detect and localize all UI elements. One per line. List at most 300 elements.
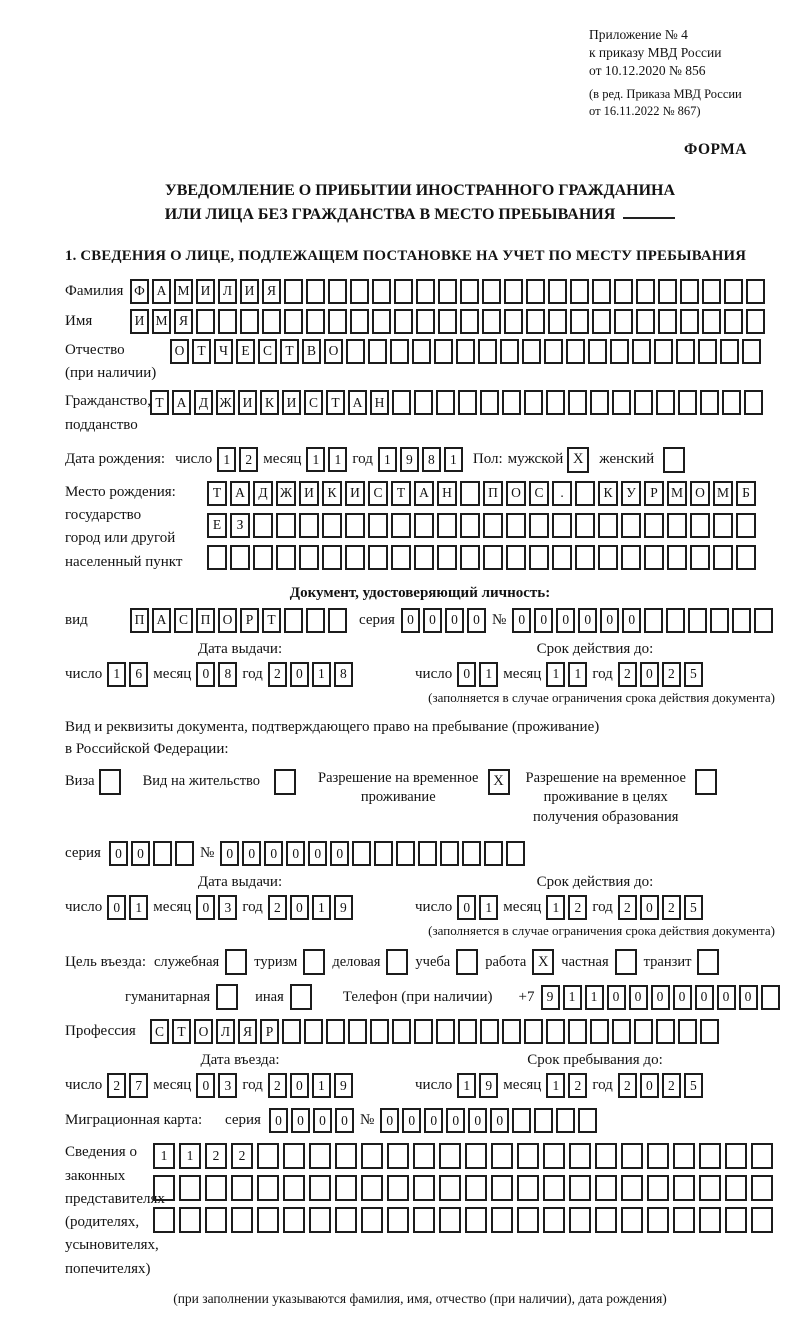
char-box[interactable]: 1 <box>546 1073 565 1098</box>
char-box[interactable] <box>391 545 411 570</box>
char-box[interactable]: А <box>172 390 191 415</box>
char-box[interactable]: 0 <box>651 985 670 1010</box>
char-box[interactable]: 3 <box>218 1073 237 1098</box>
char-box[interactable] <box>588 339 607 364</box>
char-box[interactable]: 1 <box>457 1073 476 1098</box>
char-box[interactable] <box>480 1019 499 1044</box>
char-box[interactable] <box>387 1207 409 1233</box>
char-box[interactable] <box>480 390 499 415</box>
char-box[interactable] <box>345 513 365 538</box>
char-box[interactable]: С <box>258 339 277 364</box>
char-box[interactable] <box>725 1207 747 1233</box>
char-box[interactable] <box>621 1143 643 1169</box>
char-box[interactable]: 0 <box>640 662 659 687</box>
char-box[interactable] <box>437 545 457 570</box>
char-box[interactable]: 2 <box>107 1073 126 1098</box>
char-box[interactable]: 1 <box>153 1143 175 1169</box>
char-box[interactable] <box>612 390 631 415</box>
char-box[interactable]: 0 <box>467 608 486 633</box>
char-box[interactable]: 2 <box>618 662 637 687</box>
char-box[interactable]: 2 <box>239 447 258 472</box>
char-box[interactable] <box>309 1175 331 1201</box>
char-box[interactable] <box>713 545 733 570</box>
char-box[interactable] <box>483 545 503 570</box>
char-box[interactable] <box>592 279 611 304</box>
char-box[interactable] <box>647 1175 669 1201</box>
char-box[interactable] <box>502 1019 521 1044</box>
char-box[interactable] <box>257 1143 279 1169</box>
char-box[interactable] <box>529 545 549 570</box>
char-box[interactable] <box>465 1207 487 1233</box>
char-box[interactable] <box>598 513 618 538</box>
char-box[interactable]: К <box>598 481 618 506</box>
char-box[interactable] <box>462 841 481 866</box>
char-box[interactable] <box>569 1207 591 1233</box>
char-box[interactable] <box>205 1207 227 1233</box>
char-box[interactable] <box>257 1207 279 1233</box>
char-box[interactable]: 2 <box>205 1143 227 1169</box>
char-box[interactable] <box>350 279 369 304</box>
char-box[interactable] <box>483 513 503 538</box>
char-box[interactable]: 2 <box>662 895 681 920</box>
char-box[interactable]: 1 <box>129 895 148 920</box>
char-box[interactable]: С <box>174 608 193 633</box>
char-box[interactable] <box>438 309 457 334</box>
char-box[interactable]: 0 <box>673 985 692 1010</box>
char-box[interactable] <box>751 1143 773 1169</box>
char-box[interactable]: 1 <box>444 447 463 472</box>
char-box[interactable] <box>504 309 523 334</box>
char-box[interactable] <box>391 513 411 538</box>
char-box[interactable]: Н <box>370 390 389 415</box>
char-box[interactable]: И <box>299 481 319 506</box>
char-box[interactable] <box>484 841 503 866</box>
char-box[interactable] <box>595 1143 617 1169</box>
char-box[interactable] <box>570 309 589 334</box>
char-box[interactable]: 2 <box>662 662 681 687</box>
char-box[interactable]: 1 <box>306 447 325 472</box>
char-box[interactable] <box>456 339 475 364</box>
char-box[interactable] <box>725 1175 747 1201</box>
char-box[interactable] <box>396 841 415 866</box>
char-box[interactable]: 9 <box>541 985 560 1010</box>
char-box[interactable]: 1 <box>568 662 587 687</box>
char-box[interactable]: 0 <box>290 1073 309 1098</box>
char-box[interactable] <box>282 1019 301 1044</box>
char-box[interactable] <box>370 1019 389 1044</box>
char-box[interactable] <box>634 390 653 415</box>
char-box[interactable] <box>368 339 387 364</box>
char-box[interactable] <box>392 390 411 415</box>
char-box[interactable]: У <box>621 481 641 506</box>
char-box[interactable] <box>465 1175 487 1201</box>
char-box[interactable] <box>595 1207 617 1233</box>
char-box[interactable] <box>534 1108 553 1133</box>
char-box[interactable]: Д <box>253 481 273 506</box>
char-box[interactable]: С <box>150 1019 169 1044</box>
char-box[interactable] <box>284 309 303 334</box>
char-box[interactable]: 0 <box>717 985 736 1010</box>
char-box[interactable] <box>698 339 717 364</box>
char-box[interactable]: 1 <box>328 447 347 472</box>
char-box[interactable]: 9 <box>334 1073 353 1098</box>
char-box[interactable]: 0 <box>457 895 476 920</box>
char-box[interactable] <box>240 309 259 334</box>
char-box[interactable]: П <box>130 608 149 633</box>
char-box[interactable] <box>590 390 609 415</box>
char-box[interactable]: 1 <box>378 447 397 472</box>
char-box[interactable] <box>205 1175 227 1201</box>
char-box[interactable]: Т <box>192 339 211 364</box>
char-box[interactable] <box>458 1019 477 1044</box>
char-box[interactable] <box>368 513 388 538</box>
char-box[interactable]: . <box>552 481 572 506</box>
char-box[interactable] <box>253 545 273 570</box>
char-box[interactable]: 0 <box>196 662 215 687</box>
char-box[interactable] <box>335 1143 357 1169</box>
char-box[interactable]: 5 <box>684 1073 703 1098</box>
char-box[interactable]: 3 <box>218 895 237 920</box>
char-box[interactable]: Л <box>216 1019 235 1044</box>
char-box[interactable] <box>276 513 296 538</box>
char-box[interactable] <box>644 608 663 633</box>
char-box[interactable]: З <box>230 513 250 538</box>
char-box[interactable]: 0 <box>401 608 420 633</box>
char-box[interactable] <box>546 390 565 415</box>
char-box[interactable] <box>387 1175 409 1201</box>
char-box[interactable]: 0 <box>640 1073 659 1098</box>
char-box[interactable] <box>414 1019 433 1044</box>
char-box[interactable] <box>153 1207 175 1233</box>
char-box[interactable] <box>253 513 273 538</box>
char-box[interactable]: 2 <box>268 895 287 920</box>
char-box[interactable]: 0 <box>107 895 126 920</box>
char-box[interactable]: 0 <box>290 895 309 920</box>
char-box[interactable] <box>517 1175 539 1201</box>
char-box[interactable] <box>502 390 521 415</box>
char-box[interactable] <box>392 1019 411 1044</box>
char-box[interactable] <box>566 339 585 364</box>
char-box[interactable] <box>680 279 699 304</box>
char-box[interactable]: Ч <box>214 339 233 364</box>
char-box[interactable] <box>437 513 457 538</box>
char-box[interactable] <box>517 1207 539 1233</box>
char-box[interactable] <box>276 545 296 570</box>
char-box[interactable]: О <box>218 608 237 633</box>
char-box[interactable] <box>207 545 227 570</box>
char-box[interactable]: О <box>506 481 526 506</box>
char-box[interactable] <box>460 309 479 334</box>
option-temp-residence-education-checkbox[interactable] <box>695 769 717 795</box>
char-box[interactable]: 0 <box>640 895 659 920</box>
char-box[interactable]: 1 <box>479 895 498 920</box>
char-box[interactable] <box>414 390 433 415</box>
char-box[interactable]: П <box>196 608 215 633</box>
char-box[interactable] <box>612 1019 631 1044</box>
char-box[interactable] <box>751 1207 773 1233</box>
char-box[interactable]: 1 <box>312 1073 331 1098</box>
char-box[interactable]: Т <box>150 390 169 415</box>
option-residence-permit-checkbox[interactable] <box>274 769 296 795</box>
char-box[interactable]: Ж <box>216 390 235 415</box>
char-box[interactable]: 1 <box>585 985 604 1010</box>
char-box[interactable] <box>676 339 695 364</box>
purpose-turizm-checkbox[interactable] <box>303 949 325 975</box>
char-box[interactable] <box>460 481 480 506</box>
char-box[interactable]: 0 <box>445 608 464 633</box>
char-box[interactable] <box>690 513 710 538</box>
char-box[interactable] <box>413 1207 435 1233</box>
char-box[interactable]: 0 <box>308 841 327 866</box>
char-box[interactable]: 5 <box>684 662 703 687</box>
char-box[interactable] <box>439 1207 461 1233</box>
char-box[interactable]: О <box>194 1019 213 1044</box>
char-box[interactable] <box>700 390 719 415</box>
char-box[interactable]: 2 <box>268 1073 287 1098</box>
char-box[interactable] <box>700 1019 719 1044</box>
char-box[interactable] <box>439 1175 461 1201</box>
char-box[interactable]: Т <box>280 339 299 364</box>
char-box[interactable] <box>350 309 369 334</box>
char-box[interactable] <box>522 339 541 364</box>
char-box[interactable] <box>361 1143 383 1169</box>
gender-female-checkbox[interactable] <box>663 447 685 473</box>
char-box[interactable] <box>390 339 409 364</box>
char-box[interactable]: С <box>368 481 388 506</box>
char-box[interactable] <box>524 1019 543 1044</box>
option-visa-checkbox[interactable] <box>99 769 121 795</box>
char-box[interactable]: 0 <box>534 608 553 633</box>
char-box[interactable] <box>440 841 459 866</box>
char-box[interactable]: 0 <box>286 841 305 866</box>
char-box[interactable]: А <box>152 279 171 304</box>
char-box[interactable]: 0 <box>629 985 648 1010</box>
char-box[interactable]: 0 <box>242 841 261 866</box>
char-box[interactable]: 2 <box>618 895 637 920</box>
char-box[interactable] <box>621 513 641 538</box>
char-box[interactable]: И <box>345 481 365 506</box>
char-box[interactable]: И <box>196 279 215 304</box>
char-box[interactable] <box>412 339 431 364</box>
char-box[interactable] <box>688 608 707 633</box>
char-box[interactable] <box>458 390 477 415</box>
char-box[interactable] <box>568 390 587 415</box>
char-box[interactable] <box>690 545 710 570</box>
char-box[interactable]: 0 <box>424 1108 443 1133</box>
char-box[interactable] <box>284 608 303 633</box>
char-box[interactable] <box>231 1175 253 1201</box>
char-box[interactable] <box>761 985 780 1010</box>
char-box[interactable]: К <box>260 390 279 415</box>
char-box[interactable]: 2 <box>618 1073 637 1098</box>
char-box[interactable] <box>742 339 761 364</box>
char-box[interactable] <box>361 1175 383 1201</box>
char-box[interactable] <box>720 339 739 364</box>
char-box[interactable] <box>644 513 664 538</box>
char-box[interactable] <box>621 1207 643 1233</box>
char-box[interactable] <box>374 841 393 866</box>
char-box[interactable] <box>702 279 721 304</box>
char-box[interactable]: О <box>324 339 343 364</box>
char-box[interactable]: 0 <box>220 841 239 866</box>
char-box[interactable] <box>414 545 434 570</box>
char-box[interactable] <box>713 513 733 538</box>
char-box[interactable] <box>621 1175 643 1201</box>
char-box[interactable]: 0 <box>131 841 150 866</box>
char-box[interactable] <box>372 309 391 334</box>
char-box[interactable] <box>309 1143 331 1169</box>
char-box[interactable]: 0 <box>109 841 128 866</box>
char-box[interactable]: Т <box>391 481 411 506</box>
char-box[interactable] <box>231 1207 253 1233</box>
char-box[interactable]: Ф <box>130 279 149 304</box>
char-box[interactable] <box>335 1207 357 1233</box>
char-box[interactable] <box>552 513 572 538</box>
char-box[interactable] <box>283 1143 305 1169</box>
char-box[interactable]: 2 <box>568 895 587 920</box>
char-box[interactable]: С <box>529 481 549 506</box>
char-box[interactable] <box>179 1175 201 1201</box>
char-box[interactable] <box>218 309 237 334</box>
char-box[interactable] <box>654 339 673 364</box>
char-box[interactable] <box>744 390 763 415</box>
char-box[interactable] <box>636 279 655 304</box>
purpose-inaya-checkbox[interactable] <box>290 984 312 1010</box>
char-box[interactable] <box>322 513 342 538</box>
purpose-tranzit-checkbox[interactable] <box>697 949 719 975</box>
char-box[interactable] <box>506 545 526 570</box>
char-box[interactable]: Ж <box>276 481 296 506</box>
option-temp-residence-checkbox[interactable]: X <box>488 769 510 795</box>
char-box[interactable]: 2 <box>568 1073 587 1098</box>
char-box[interactable] <box>460 545 480 570</box>
purpose-chastnaya-checkbox[interactable] <box>615 949 637 975</box>
char-box[interactable]: Т <box>207 481 227 506</box>
char-box[interactable] <box>262 309 281 334</box>
char-box[interactable] <box>416 309 435 334</box>
char-box[interactable] <box>526 279 545 304</box>
char-box[interactable]: О <box>690 481 710 506</box>
char-box[interactable] <box>517 1143 539 1169</box>
char-box[interactable] <box>647 1207 669 1233</box>
char-box[interactable] <box>394 309 413 334</box>
char-box[interactable] <box>656 1019 675 1044</box>
char-box[interactable]: 8 <box>334 662 353 687</box>
char-box[interactable]: А <box>152 608 171 633</box>
char-box[interactable] <box>575 513 595 538</box>
char-box[interactable] <box>658 279 677 304</box>
char-box[interactable] <box>724 309 743 334</box>
char-box[interactable]: 1 <box>479 662 498 687</box>
char-box[interactable]: 0 <box>739 985 758 1010</box>
char-box[interactable]: 1 <box>217 447 236 472</box>
char-box[interactable] <box>578 1108 597 1133</box>
char-box[interactable] <box>413 1175 435 1201</box>
char-box[interactable] <box>678 1019 697 1044</box>
char-box[interactable] <box>543 1175 565 1201</box>
char-box[interactable] <box>667 545 687 570</box>
char-box[interactable] <box>724 279 743 304</box>
char-box[interactable]: 9 <box>334 895 353 920</box>
char-box[interactable]: 0 <box>313 1108 332 1133</box>
char-box[interactable]: 0 <box>622 608 641 633</box>
char-box[interactable] <box>438 279 457 304</box>
char-box[interactable] <box>500 339 519 364</box>
char-box[interactable] <box>667 513 687 538</box>
char-box[interactable] <box>504 279 523 304</box>
char-box[interactable]: 6 <box>129 662 148 687</box>
char-box[interactable] <box>478 339 497 364</box>
char-box[interactable]: А <box>348 390 367 415</box>
char-box[interactable]: 2 <box>231 1143 253 1169</box>
char-box[interactable] <box>439 1143 461 1169</box>
purpose-delovaya-checkbox[interactable] <box>386 949 408 975</box>
char-box[interactable]: М <box>713 481 733 506</box>
char-box[interactable]: А <box>414 481 434 506</box>
char-box[interactable]: 1 <box>312 895 331 920</box>
char-box[interactable] <box>482 279 501 304</box>
char-box[interactable] <box>526 309 545 334</box>
char-box[interactable] <box>598 545 618 570</box>
char-box[interactable]: Л <box>218 279 237 304</box>
char-box[interactable]: 8 <box>218 662 237 687</box>
char-box[interactable] <box>372 279 391 304</box>
char-box[interactable] <box>524 390 543 415</box>
char-box[interactable]: 0 <box>468 1108 487 1133</box>
char-box[interactable] <box>309 1207 331 1233</box>
char-box[interactable] <box>506 513 526 538</box>
char-box[interactable] <box>621 545 641 570</box>
char-box[interactable]: К <box>322 481 342 506</box>
char-box[interactable] <box>548 279 567 304</box>
char-box[interactable] <box>283 1175 305 1201</box>
char-box[interactable] <box>678 390 697 415</box>
char-box[interactable]: 0 <box>695 985 714 1010</box>
purpose-rabota-checkbox[interactable]: X <box>532 949 554 975</box>
char-box[interactable] <box>569 1175 591 1201</box>
char-box[interactable]: 0 <box>423 608 442 633</box>
char-box[interactable] <box>656 390 675 415</box>
char-box[interactable]: 2 <box>662 1073 681 1098</box>
char-box[interactable] <box>434 339 453 364</box>
char-box[interactable] <box>632 339 651 364</box>
char-box[interactable] <box>361 1207 383 1233</box>
char-box[interactable]: Р <box>240 608 259 633</box>
char-box[interactable] <box>436 390 455 415</box>
char-box[interactable] <box>306 309 325 334</box>
char-box[interactable]: Т <box>172 1019 191 1044</box>
char-box[interactable]: 0 <box>457 662 476 687</box>
char-box[interactable] <box>722 390 741 415</box>
char-box[interactable] <box>746 279 765 304</box>
char-box[interactable]: 0 <box>446 1108 465 1133</box>
char-box[interactable]: И <box>240 279 259 304</box>
char-box[interactable]: 0 <box>578 608 597 633</box>
char-box[interactable] <box>328 608 347 633</box>
char-box[interactable]: 0 <box>290 662 309 687</box>
char-box[interactable] <box>512 1108 531 1133</box>
char-box[interactable]: 1 <box>107 662 126 687</box>
char-box[interactable]: Б <box>736 481 756 506</box>
char-box[interactable] <box>570 279 589 304</box>
char-box[interactable] <box>614 279 633 304</box>
char-box[interactable] <box>491 1143 513 1169</box>
char-box[interactable]: 1 <box>563 985 582 1010</box>
char-box[interactable]: 0 <box>512 608 531 633</box>
char-box[interactable]: 5 <box>684 895 703 920</box>
char-box[interactable] <box>322 545 342 570</box>
char-box[interactable] <box>751 1175 773 1201</box>
